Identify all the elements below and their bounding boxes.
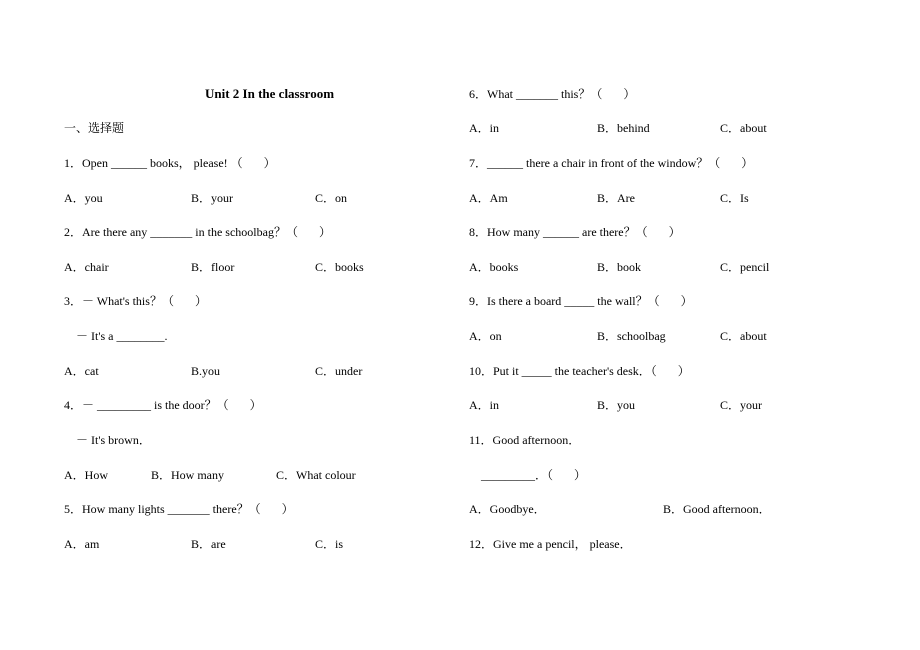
question-6: 6．What _______ this？（ ） (469, 87, 636, 101)
q6-option-c: C．about (720, 121, 767, 135)
q5-option-c: C．is (315, 537, 344, 551)
q10-option-a: A．in (469, 398, 500, 412)
q9-option-b: B．schoolbag (597, 329, 666, 343)
q3-option-a: A．cat (64, 364, 99, 378)
q8-option-c: C．pencil (720, 260, 770, 274)
question-3: 3．－ What's this？（ ） (64, 294, 207, 308)
q3-option-c: C．under (315, 364, 363, 378)
q1-option-a: A．you (64, 191, 103, 205)
question-11: 11．Good afternoon． (469, 433, 581, 447)
q4-option-b: B．How many (151, 468, 224, 482)
section-heading: 一、选择题 (64, 121, 125, 135)
question-1: 1．Open ______ books， please! （ ） (64, 156, 276, 170)
q7-option-b: B．Are (597, 191, 635, 205)
q6-option-b: B．behind (597, 121, 650, 135)
q1-option-b: B．your (191, 191, 234, 205)
q7-option-a: A．Am (469, 191, 508, 205)
question-11-blank: _________．（ ） (481, 468, 587, 482)
q11-option-b: B．Good afternoon． (663, 502, 771, 516)
page-title: Unit 2 In the classroom (205, 86, 335, 101)
q8-option-a: A．books (469, 260, 519, 274)
question-7: 7．______ there a chair in front of the window？（ ） (469, 156, 754, 170)
q7-option-c: C．Is (720, 191, 749, 205)
question-5: 5．How many lights _______ there？（ ） (64, 502, 294, 516)
q8-option-b: B．book (597, 260, 642, 274)
q4-option-c: C．What colour (276, 468, 356, 482)
question-4: 4．－ _________ is the door？（ ） (64, 398, 262, 412)
q10-option-c: C．your (720, 398, 763, 412)
q2-option-c: C．books (315, 260, 364, 274)
q2-option-a: A．chair (64, 260, 109, 274)
question-9: 9．Is there a board _____ the wall？（ ） (469, 294, 693, 308)
q3-option-b: B.you (191, 364, 221, 378)
q1-option-c: C．on (315, 191, 348, 205)
q9-option-c: C．about (720, 329, 767, 343)
q2-option-b: B．floor (191, 260, 235, 274)
q6-option-a: A．in (469, 121, 500, 135)
question-8: 8．How many ______ are there？（ ） (469, 225, 681, 239)
q9-option-a: A．on (469, 329, 502, 343)
q4-option-a: A．How (64, 468, 108, 482)
q5-option-a: A．am (64, 537, 100, 551)
question-10: 10．Put it _____ the teacher's desk．（ ） (469, 364, 690, 378)
question-12: 12．Give me a pencil， please． (469, 537, 632, 551)
q10-option-b: B．you (597, 398, 636, 412)
question-3-reply: － It's a ________. (76, 329, 168, 343)
q11-option-a: A．Goodbye． (469, 502, 546, 516)
question-4-reply: － It's brown． (76, 433, 151, 447)
q5-option-b: B．are (191, 537, 226, 551)
question-2: 2．Are there any _______ in the schoolbag？（ ） (64, 225, 331, 239)
